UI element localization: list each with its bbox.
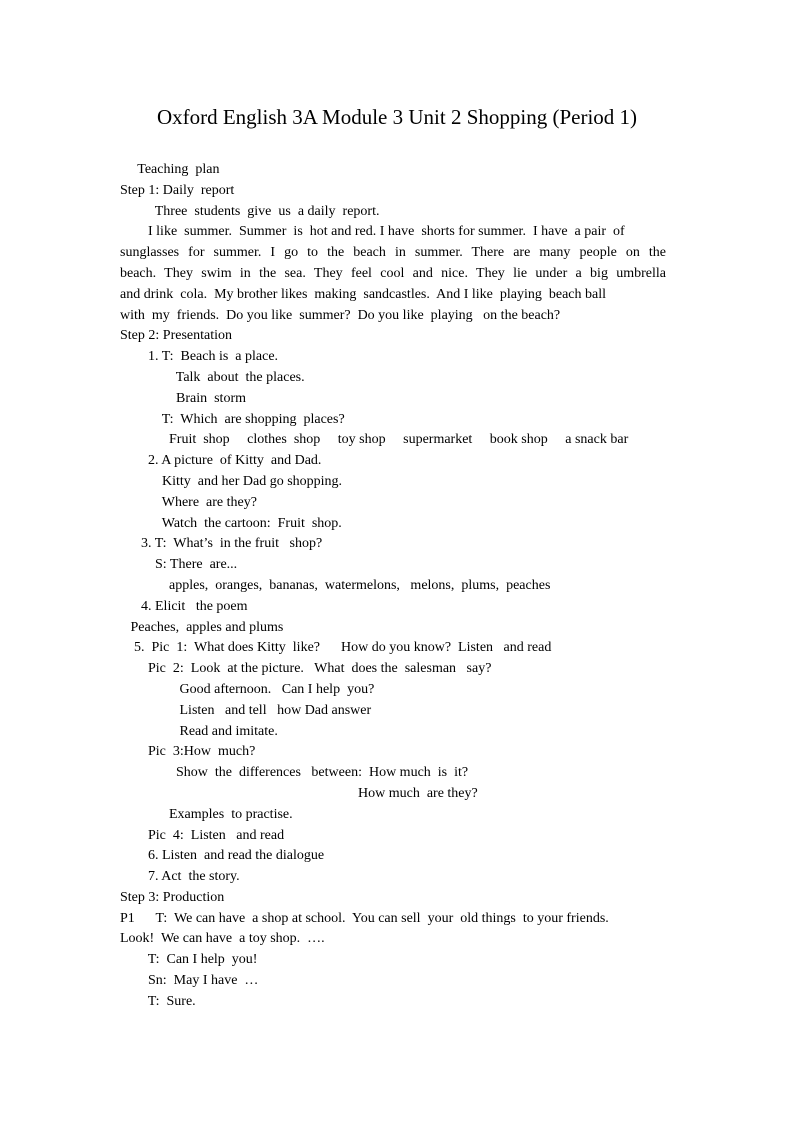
text-line: S: There are... <box>120 557 238 573</box>
text-line: Where are they? <box>120 494 257 510</box>
text-line: and drink cola. My brother likes making sandcastles. And I like playing beach ball <box>120 286 606 302</box>
text-line: Pic 4: Listen and read <box>120 827 285 843</box>
text-line: T: Which are shopping places? <box>120 411 345 427</box>
text-line: Step 3: Production <box>120 889 225 905</box>
text-line: Read and imitate. <box>120 723 278 739</box>
document-body <box>120 160 680 1013</box>
text-line: Good afternoon. Can I help you? <box>120 681 375 697</box>
text-line: Three students give us a daily report. <box>120 203 380 219</box>
text-line: Sn: May I have … <box>120 973 259 989</box>
text-line: Brain storm <box>120 390 246 406</box>
text-line: Examples to practise. <box>120 806 293 822</box>
text-line: 6. Listen and read the dialogue <box>120 848 325 864</box>
text-line: How much are they? <box>120 785 478 801</box>
text-line: Fruit shop clothes shop toy shop supermarket book shop a snack bar <box>120 432 629 448</box>
text-line: T: Can I help you! <box>120 952 258 968</box>
text-line: I like summer. Summer is hot and red. I have shorts for summer. I have a pair of <box>120 224 625 240</box>
text-line: Teaching plan <box>120 162 220 177</box>
text-line: with my friends. Do you like summer? Do you like playing on the beach? <box>120 307 561 323</box>
text-line: 5. Pic 1: What does Kitty like? How do you know? Listen and read <box>120 640 552 656</box>
text-line: 4. Elicit the poem <box>120 598 248 614</box>
text-line: Talk about the places. <box>120 369 305 385</box>
text-line: Watch the cartoon: Fruit shop. <box>120 515 342 531</box>
text-line: Pic 2: Look at the picture. What does the salesman say? <box>120 661 492 677</box>
text-line: Peaches, apples and plums <box>120 619 284 635</box>
text-line: 1. T: Beach is a place. <box>120 349 279 365</box>
text-line: 2. A picture of Kitty and Dad. <box>120 453 322 469</box>
text-line: Pic 3:How much? <box>120 744 256 760</box>
text-line: 7. Act the story. <box>120 869 240 885</box>
text-line: Step 2: Presentation <box>120 328 232 344</box>
text-line: T: Sure. <box>120 993 196 1009</box>
text-line: apples, oranges, bananas, watermelons, melons, plums, peaches <box>120 577 551 593</box>
text-line: sunglasses for summer. I go to the beach in summer. There are many people on the <box>120 245 666 261</box>
text-line: Show the differences between: How much is it? <box>120 765 469 781</box>
text-line: Look! We can have a toy shop. …. <box>120 931 325 947</box>
document-title: Oxford English 3A Module 3 Unit 2 Shopping (Period 1) <box>156 105 638 129</box>
text-line: Listen and tell how Dad answer <box>120 702 372 718</box>
text-line: beach. They swim in the sea. They feel cool and nice. They lie under a big umbrella <box>120 265 666 281</box>
text-line: 3. T: What’s in the fruit shop? <box>120 536 323 552</box>
text-line: Step 1: Daily report <box>120 182 235 198</box>
text-line: Kitty and her Dad go shopping. <box>120 473 343 489</box>
text-line: P1 T: We can have a shop at school. You can sell your old things to your friends. <box>120 910 609 926</box>
